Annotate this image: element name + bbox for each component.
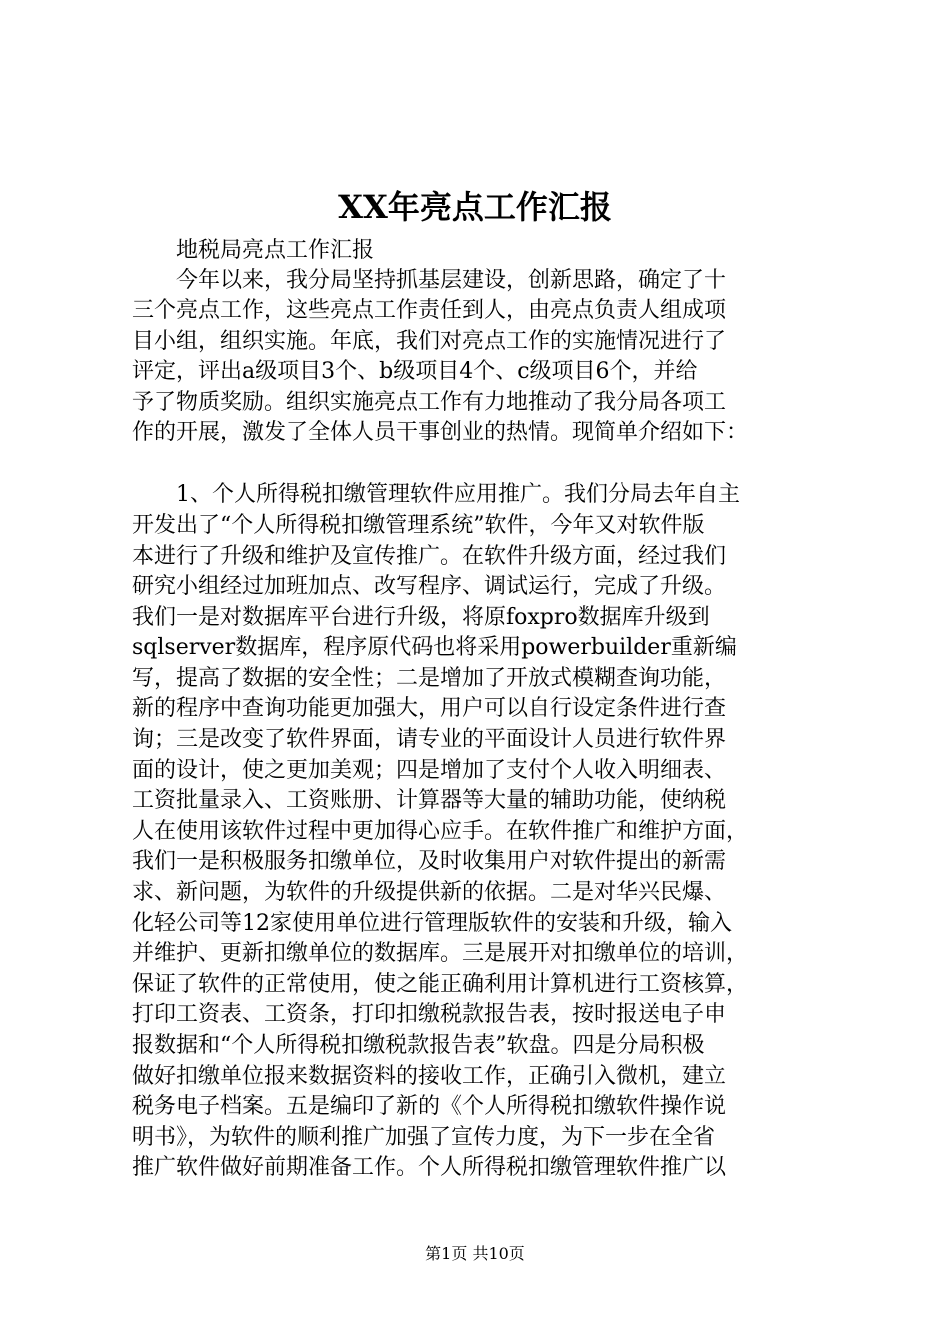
body-text-line: 本进行了升级和维护及宣传推广。在软件升级方面，经过我们 (132, 544, 727, 569)
body-text-line: 面的设计，使之更加美观；四是增加了支付个人收入明细表、 (132, 758, 727, 783)
body-text-line: 我们一是积极服务扣缴单位，及时收集用户对软件提出的新需 (132, 849, 727, 874)
body-text-line: 研究小组经过加班加点、改写程序、调试运行，完成了升级。 (132, 574, 727, 599)
body-text-line: 目小组，组织实施。年底，我们对亮点工作的实施情况进行了 (132, 329, 727, 354)
body-text-line: 明书》，为软件的顺利推广加强了宣传力度，为下一步在全省 (132, 1125, 716, 1150)
body-text-line: 并维护、更新扣缴单位的数据库。三是展开对扣缴单位的培训， (132, 941, 749, 966)
body-text-line: 推广软件做好前期准备工作。个人所得税扣缴管理软件推广以 (132, 1155, 727, 1180)
body-text-line: 税务电子档案。五是编印了新的《个人所得税扣缴软件操作说 (132, 1094, 727, 1119)
body-text-line: 评定，评出a级项目3个、b级项目4个、c级项目6个，并给 (132, 359, 698, 384)
body-text-line: 做好扣缴单位报来数据资料的接收工作，正确引入微机，建立 (132, 1064, 727, 1089)
body-text-line: 作的开展，激发了全体人员干事创业的热情。现简单介绍如下： (132, 420, 749, 445)
body-text-line: 1、个人所得税扣缴管理软件应用推广。我们分局去年自主 (132, 482, 740, 507)
body-text-line: 地税局亮点工作汇报 (132, 238, 375, 263)
page-footer: 第1页 共10页 (425, 1244, 525, 1263)
body-text-line: 求、新问题，为软件的升级提供新的依据。二是对华兴民爆、 (132, 880, 727, 905)
body-text-line: 予了物质奖励。组织实施亮点工作有力地推动了我分局各项工 (132, 390, 727, 415)
body-text-line: 化轻公司等12家使用单位进行管理版软件的安装和升级，输入 (132, 911, 732, 936)
body-text-line: 询；三是改变了软件界面，请专业的平面设计人员进行软件界 (132, 727, 727, 752)
body-text-line: 保证了软件的正常使用，使之能正确利用计算机进行工资核算， (132, 972, 749, 997)
body-text-line: 今年以来，我分局坚持抓基层建设，创新思路，确定了十 (132, 268, 727, 293)
document-title: XX年亮点工作汇报 (338, 188, 612, 226)
body-text-line: 开发出了“个人所得税扣缴管理系统”软件，今年又对软件版 (132, 513, 705, 538)
body-text-line: 报数据和“个人所得税扣缴税款报告表”软盘。四是分局积极 (132, 1033, 705, 1058)
body-text-line: 我们一是对数据库平台进行升级，将原foxpro数据库升级到 (132, 605, 710, 630)
body-text-line: 新的程序中查询功能更加强大，用户可以自行设定条件进行查 (132, 696, 727, 721)
body-text-line: 人在使用该软件过程中更加得心应手。在软件推广和维护方面， (132, 819, 749, 844)
body-text-line: sqlserver数据库，程序原代码也将采用powerbuilder重新编 (132, 635, 737, 660)
body-text-line: 打印工资表、工资条，打印扣缴税款报告表，按时报送电子申 (132, 1002, 727, 1027)
body-text-line: 写，提高了数据的安全性；二是增加了开放式模糊查询功能， (132, 666, 727, 691)
body-text-line: 工资批量录入、工资账册、计算器等大量的辅助功能，使纳税 (132, 788, 727, 813)
body-text-line: 三个亮点工作，这些亮点工作责任到人，由亮点负责人组成项 (132, 298, 727, 323)
